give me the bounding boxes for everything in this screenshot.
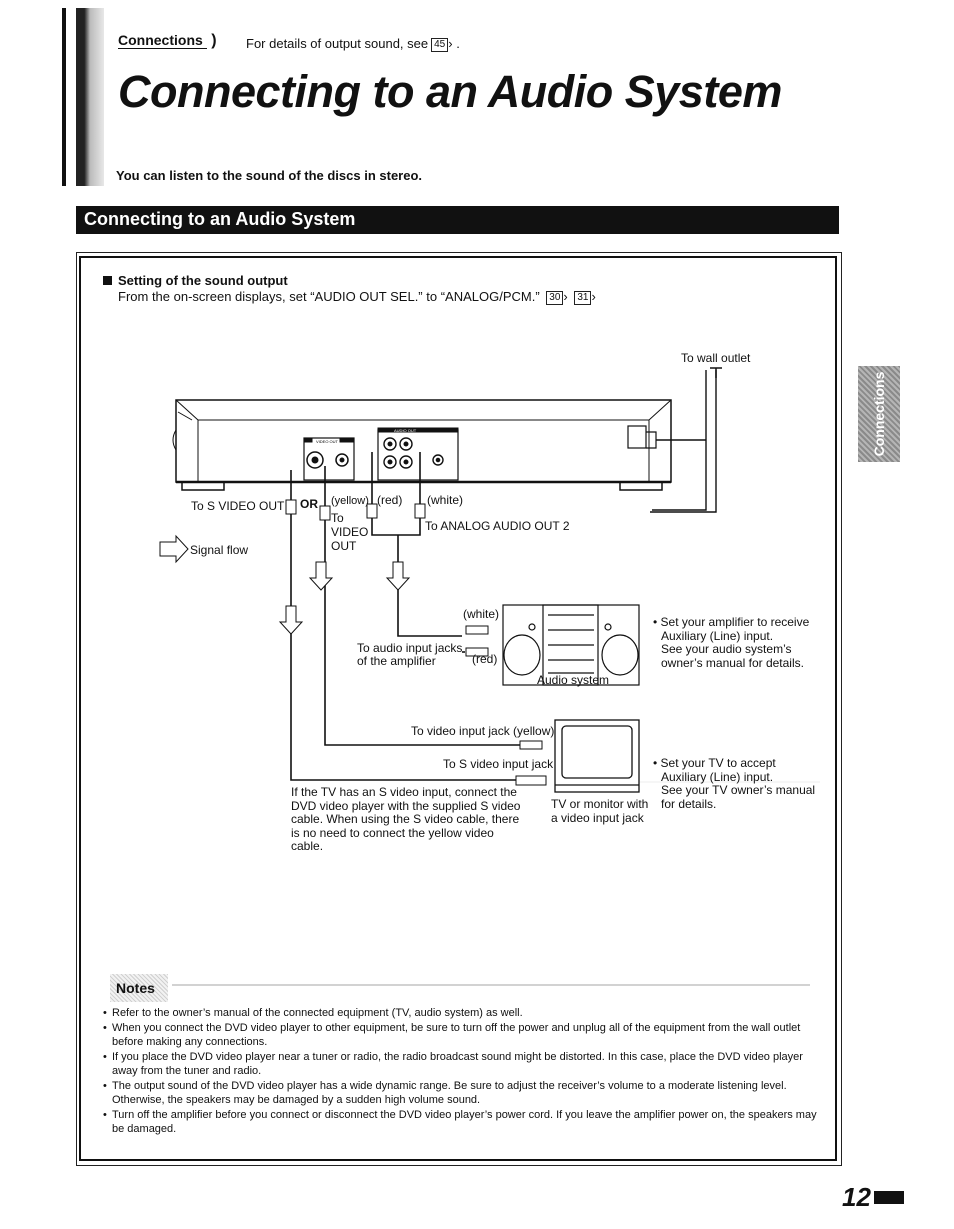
to-s-video-out-label: To S VIDEO OUT <box>191 499 285 513</box>
s-video-note: If the TV has an S video input, connect the DVD video player with the supplied S video cable. When using the S video cable, there is no need to connect the yellow video cable. <box>291 785 521 853</box>
section-header-text: Connecting to an Audio System <box>84 209 356 229</box>
setting-text: From the on-screen displays, set “AUDIO OUT SEL.” to “ANALOG/PCM.” 30 › 31 › <box>118 289 596 304</box>
to-video-out-label: To VIDEO OUT <box>331 511 369 553</box>
tv-label: TV or monitor with a video input jack <box>551 797 649 825</box>
wall-plug <box>710 368 722 378</box>
note-item: • Turn off the amplifier before you connect or disconnect the DVD video player’s power cord. If you leave the amplifier power on, the speakers may be damaged. <box>103 1108 818 1137</box>
s-video-input-jack-label: To S video input jack <box>443 757 554 771</box>
setting-heading-text: Setting of the sound output <box>118 273 288 288</box>
page-number: 12 <box>842 1182 871 1212</box>
yellow-label: (yellow) <box>331 495 369 507</box>
note-item: • When you connect the DVD video player to other equipment, be sure to turn off the power and unplug all of the equipment from the wall outlet before making any connections. <box>103 1021 818 1050</box>
page-title: Connecting to an Audio System <box>118 66 782 117</box>
page-number-bar <box>874 1191 904 1204</box>
detail-text: For details of output sound, see <box>246 36 429 51</box>
wall-outlet-label: To wall outlet <box>681 351 751 365</box>
amplifier-note: • Set your amplifier to receive Auxiliary (Line) input. See your audio system’s owner’s manual for details. <box>653 615 810 670</box>
or-label: OR <box>300 497 318 511</box>
signal-flow-label: Signal flow <box>190 543 249 557</box>
tv-note: • Set your TV to accept Auxiliary (Line) input. See your TV owner’s manual for details. <box>653 756 816 811</box>
video-out-panel-label: VIDEO OUT <box>316 439 339 444</box>
audio-input-jacks-label: To audio input jacks of the amplifier <box>357 641 463 668</box>
page-ref-30[interactable]: 30 <box>546 291 563 305</box>
page-ref-45[interactable]: 45 <box>431 38 448 52</box>
notes-label: Notes <box>116 980 155 996</box>
audio-system-label: Audio system <box>537 673 610 687</box>
side-tab-label: Connections <box>871 371 887 457</box>
section-label: Connections <box>118 32 207 49</box>
page-subtitle: You can listen to the sound of the discs in stereo. <box>116 168 423 183</box>
audio-white-label: (white) <box>463 607 500 621</box>
note-item: • The output sound of the DVD video player has a wide dynamic range. Be sure to adjust the receiver’s volume to a moderate listening level. Otherwise, the speakers may be damaged by a sudden high volume sound. <box>103 1079 818 1108</box>
audio-out-panel <box>378 428 458 480</box>
video-input-jack-label: To video input jack (yellow) <box>411 724 555 738</box>
audio-out-panel-label: AUDIO OUT <box>394 428 417 433</box>
note-item: • Refer to the owner’s manual of the connected equipment (TV, audio system) as well. <box>103 1006 818 1021</box>
dvd-player <box>173 400 671 490</box>
setting-instruction: From the on-screen displays, set “AUDIO OUT SEL.” to “ANALOG/PCM.” <box>118 289 540 304</box>
audio-red-label: (red) <box>472 652 498 666</box>
page-ref-31[interactable]: 31 <box>574 291 591 305</box>
tv-monitor-icon <box>555 720 639 792</box>
to-analog-audio-out-label: To ANALOG AUDIO OUT 2 <box>425 519 570 533</box>
section-label-curve: ) <box>211 32 217 49</box>
detail-note: For details of output sound, see 45 › . <box>246 36 460 51</box>
notes-list <box>103 1006 818 1137</box>
video-out-panel <box>304 438 354 480</box>
red-label: (red) <box>377 493 403 507</box>
white-label: (white) <box>427 493 464 507</box>
note-item: • If you place the DVD video player near a tuner or radio, the radio broadcast sound might be distorted. In this case, place the DVD video player away from the tuner and radio. <box>103 1050 818 1079</box>
notes-label-box <box>110 974 168 1002</box>
